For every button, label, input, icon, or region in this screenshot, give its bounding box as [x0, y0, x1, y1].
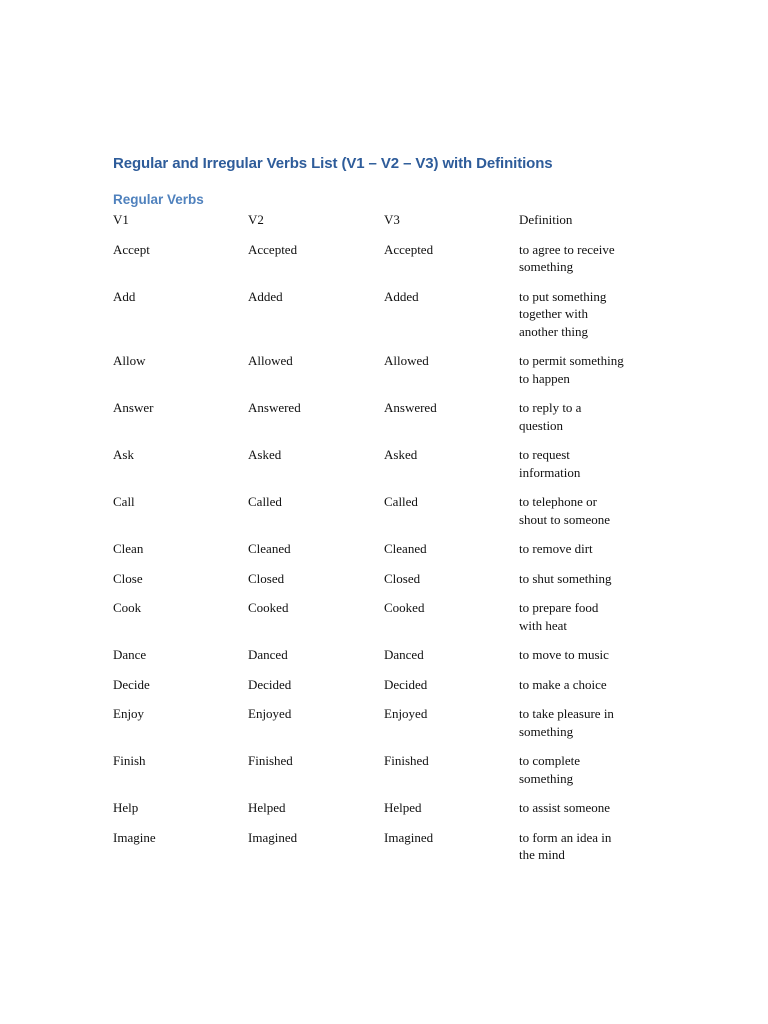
- cell-v3: Called: [384, 494, 418, 509]
- table-row: [113, 829, 673, 864]
- table-row: [113, 570, 673, 588]
- cell-v1: Answer: [113, 400, 154, 415]
- cell-v2: Cleaned: [248, 541, 291, 556]
- cell-v1: Cook: [113, 600, 142, 615]
- cell-definition: to assist someone: [519, 800, 610, 815]
- table-row: [113, 288, 673, 341]
- cell-v1: Decide: [113, 676, 150, 692]
- table-row: [113, 540, 673, 558]
- cell-definition: to move to music: [519, 647, 609, 662]
- cell-v3: Cooked: [384, 600, 425, 615]
- cell-definition: to form an idea in the mind: [519, 829, 612, 862]
- cell-v2: Added: [248, 288, 283, 304]
- cell-v3: Enjoyed: [384, 706, 428, 721]
- cell-definition: to complete something: [519, 753, 581, 786]
- cell-definition: to make a choice: [519, 676, 607, 692]
- cell-v3: Added: [384, 288, 419, 304]
- cell-v2: Cooked: [248, 600, 289, 615]
- cell-v1: Dance: [113, 647, 147, 662]
- cell-definition: to shut something: [519, 570, 612, 586]
- header-v3: V3: [384, 212, 400, 227]
- cell-v1: Ask: [113, 447, 134, 462]
- cell-v3: Decided: [384, 676, 428, 692]
- header-v2: V2: [248, 212, 264, 227]
- cell-v2: Decided: [248, 676, 292, 692]
- table-row: [113, 646, 673, 664]
- verb-table: [113, 211, 673, 876]
- cell-definition: to permit something to happen: [519, 353, 624, 386]
- cell-v2: Imagined: [248, 829, 298, 845]
- cell-definition: to put something together with another thing: [519, 288, 607, 339]
- cell-v2: Called: [248, 494, 282, 509]
- cell-v3: Helped: [384, 800, 422, 815]
- table-row: [113, 752, 673, 787]
- cell-v1: Add: [113, 288, 136, 304]
- cell-v2: Danced: [248, 647, 288, 662]
- cell-v3: Imagined: [384, 829, 434, 845]
- cell-v3: Accepted: [384, 241, 434, 257]
- cell-definition: to telephone or shout to someone: [519, 494, 610, 527]
- cell-definition: to request information: [519, 447, 581, 480]
- cell-v3: Danced: [384, 647, 424, 662]
- cell-v2: Answered: [248, 400, 301, 415]
- table-row: [113, 241, 673, 276]
- cell-v1: Close: [113, 570, 143, 586]
- cell-definition: to take pleasure in something: [519, 706, 614, 739]
- cell-v1: Allow: [113, 353, 146, 368]
- cell-v3: Allowed: [384, 353, 429, 368]
- cell-v2: Allowed: [248, 353, 293, 368]
- table-row: [113, 493, 673, 528]
- document-title: Regular and Irregular Verbs List (V1 – V2 – V3) with Definitions: [113, 155, 553, 172]
- table-row: [113, 399, 673, 434]
- cell-v1: Enjoy: [113, 706, 145, 721]
- cell-v3: Finished: [384, 753, 429, 768]
- table-row: [113, 705, 673, 740]
- cell-v1: Finish: [113, 753, 146, 768]
- cell-v2: Enjoyed: [248, 706, 292, 721]
- cell-v1: Call: [113, 494, 135, 509]
- cell-v1: Imagine: [113, 829, 156, 845]
- cell-v2: Helped: [248, 800, 286, 815]
- cell-v3: Cleaned: [384, 541, 427, 556]
- cell-v2: Finished: [248, 753, 293, 768]
- table-row: [113, 352, 673, 387]
- section-heading-regular-verbs: Regular Verbs: [113, 192, 204, 207]
- header-v1: V1: [113, 212, 129, 227]
- table-row: [113, 676, 673, 694]
- table-row: [113, 446, 673, 481]
- cell-definition: to remove dirt: [519, 541, 593, 556]
- cell-v3: Answered: [384, 400, 437, 415]
- cell-definition: to reply to a question: [519, 400, 582, 433]
- cell-v2: Accepted: [248, 241, 298, 257]
- cell-v3: Closed: [384, 570, 421, 586]
- cell-v3: Asked: [384, 447, 418, 462]
- table-header-row: [113, 211, 673, 229]
- header-definition: Definition: [519, 212, 573, 227]
- cell-v1: Help: [113, 800, 139, 815]
- cell-v1: Accept: [113, 241, 150, 257]
- cell-v2: Closed: [248, 570, 285, 586]
- cell-v2: Asked: [248, 447, 282, 462]
- cell-v1: Clean: [113, 541, 144, 556]
- cell-definition: to prepare food with heat: [519, 600, 599, 633]
- table-row: [113, 599, 673, 634]
- cell-definition: to agree to receive something: [519, 241, 615, 274]
- table-row: [113, 799, 673, 817]
